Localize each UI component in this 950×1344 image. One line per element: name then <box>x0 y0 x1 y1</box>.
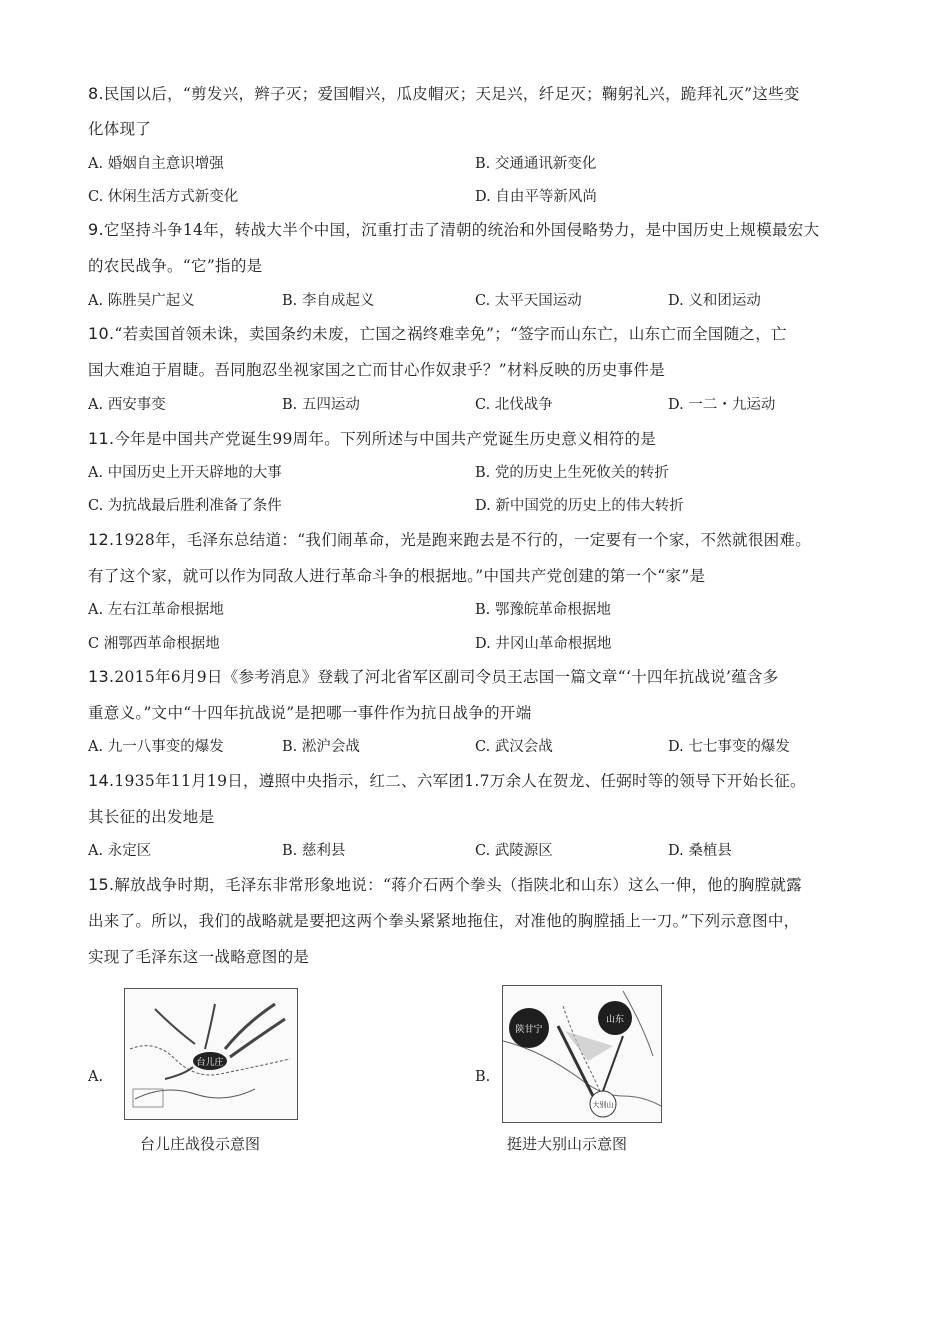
question-14-line-2: 其长征的出发地是 <box>88 808 215 826</box>
q11-option-d[interactable]: D. 新中国党的历史上的伟大转折 <box>475 498 684 514</box>
question-13-line-1 <box>88 665 779 687</box>
map-b-label-left: 陕甘宁 <box>515 1025 543 1035</box>
question-11-line-1 <box>88 427 656 449</box>
question-12-line-1 <box>88 528 811 550</box>
question-8-number: 8. <box>88 84 104 103</box>
q14-option-d[interactable]: D. 桑植县 <box>668 843 732 859</box>
q8-option-c[interactable]: C. 休闲生活方式新变化 <box>88 189 239 205</box>
q9-option-b[interactable]: B. 李自成起义 <box>282 293 375 309</box>
q12-option-c[interactable]: C 湘鄂西革命根据地 <box>88 636 220 652</box>
question-8-line-2: 化体现了 <box>88 120 152 138</box>
question-9-line-1 <box>88 218 819 240</box>
question-11-number: 11. <box>88 429 115 448</box>
question-13-number: 13. <box>88 667 115 686</box>
question-15-line-3: 实现了毛泽东这一战略意图的是 <box>88 948 310 966</box>
q12-option-b[interactable]: B. 鄂豫皖革命根据地 <box>475 602 611 618</box>
question-9-text: 它坚持斗争14年，转战大半个中国，沉重打击了清朝的统治和外国侵略势力，是中国历史上规模最宏大 <box>103 221 820 239</box>
question-10-line-2: 国大难迫于眉睫。吾同胞忍坐视家国之亡而甘心作奴隶乎？”材料反映的历史事件是 <box>88 361 666 379</box>
question-8-text: 民国以后，“剪发兴，辫子灭；爱国帽兴，瓜皮帽灭；天足兴，纤足灭；鞠躬礼兴，跪拜礼灭”这些变 <box>103 85 800 103</box>
q11-option-a[interactable]: A. 中国历史上开天辟地的大事 <box>88 465 282 481</box>
question-15-number: 15. <box>88 875 115 894</box>
figure-a-caption: 台儿庄战役示意图 <box>140 1135 261 1153</box>
question-13-line-2: 重意义。”文中“十四年抗战说”是把哪一事件作为抗日战争的开端 <box>88 704 532 722</box>
question-8-line-1 <box>88 82 800 104</box>
question-10-line-1 <box>88 322 787 344</box>
question-9-line-2: 的农民战争。“它”指的是 <box>88 257 263 275</box>
q14-option-b[interactable]: B. 慈利县 <box>282 843 346 859</box>
question-15-line-1 <box>88 873 802 895</box>
map-b-label-right: 山东 <box>605 1015 625 1025</box>
figure-a-taierzhuang-map[interactable] <box>124 988 298 1120</box>
q8-option-d[interactable]: D. 自由平等新风尚 <box>475 189 597 205</box>
question-13-text: 2015年6月9日《参考消息》登载了河北省军区副司令员王志国一篇文章“‘十四年抗战说’蕴含多 <box>114 668 779 686</box>
q9-option-a[interactable]: A. 陈胜吴广起义 <box>88 293 195 309</box>
map-b-drawing <box>503 986 661 1122</box>
q14-option-c[interactable]: C. 武陵源区 <box>475 843 553 859</box>
q13-option-c[interactable]: C. 武汉会战 <box>475 739 553 755</box>
q8-option-a[interactable]: A. 婚姻自主意识增强 <box>88 156 224 172</box>
q11-option-b[interactable]: B. 党的历史上生死攸关的转折 <box>475 465 669 481</box>
q13-option-a[interactable]: A. 九一八事变的爆发 <box>88 739 224 755</box>
q9-option-d[interactable]: D. 义和团运动 <box>668 293 761 309</box>
question-10-number: 10. <box>88 324 115 343</box>
q15-option-a[interactable]: A. <box>88 1069 104 1085</box>
question-12-line-2: 有了这个家，就可以作为同敌人进行革命斗争的根据地。”中国共产党创建的第一个“家”是 <box>88 567 706 585</box>
question-15-line-2: 出来了。所以，我们的战略就是要把这两个拳头紧紧地拖住，对准他的胸膛插上一刀。”下列示意图中， <box>88 912 800 930</box>
q10-option-c[interactable]: C. 北伐战争 <box>475 397 553 413</box>
question-14-number: 14. <box>88 771 115 790</box>
question-12-text: 1928年，毛泽东总结道：“我们闹革命，光是跑来跑去是不行的，一定要有一个家，不然就很困难。 <box>114 531 812 549</box>
question-11-text: 今年是中国共产党诞生99周年。下列所述与中国共产党诞生历史意义相符的是 <box>114 430 657 448</box>
question-15-text: 解放战争时期，毛泽东非常形象地说：“蒋介石两个拳头（指陕北和山东）这么一伸，他的胸膛就露 <box>114 876 802 894</box>
q15-option-b[interactable]: B. <box>475 1069 491 1085</box>
map-b-label-bottom: 大别山 <box>592 1101 614 1109</box>
q9-option-c[interactable]: C. 太平天国运动 <box>475 293 582 309</box>
q10-option-d[interactable]: D. 一二・九运动 <box>668 397 776 413</box>
q8-option-b[interactable]: B. 交通通讯新变化 <box>475 156 597 172</box>
map-a-drawing <box>125 989 297 1119</box>
map-a-label: 台儿庄 <box>196 1058 224 1068</box>
q10-option-b[interactable]: B. 五四运动 <box>282 397 360 413</box>
q10-option-a[interactable]: A. 西安事变 <box>88 397 166 413</box>
figure-b-dabieshan-map[interactable] <box>502 985 662 1123</box>
question-14-text: 1935年11月19日，遵照中央指示，红二、六军团1.7万余人在贺龙、任弼时等的领导下开始长征。 <box>114 772 806 790</box>
q12-option-d[interactable]: D. 井冈山革命根据地 <box>475 636 612 652</box>
question-14-line-1 <box>88 769 806 791</box>
q11-option-c[interactable]: C. 为抗战最后胜利准备了条件 <box>88 498 282 514</box>
question-12-number: 12. <box>88 530 115 549</box>
question-9-number: 9. <box>88 220 104 239</box>
question-10-text: “若卖国首领未诛，卖国条约未废，亡国之祸终难幸免”；“签字而山东亡，山东亡而全国随之，亡 <box>114 325 787 343</box>
q14-option-a[interactable]: A. 永定区 <box>88 843 152 859</box>
q12-option-a[interactable]: A. 左右江革命根据地 <box>88 602 224 618</box>
q13-option-d[interactable]: D. 七七事变的爆发 <box>668 739 790 755</box>
q13-option-b[interactable]: B. 淞沪会战 <box>282 739 360 755</box>
figure-b-caption: 挺进大别山示意图 <box>507 1135 628 1153</box>
